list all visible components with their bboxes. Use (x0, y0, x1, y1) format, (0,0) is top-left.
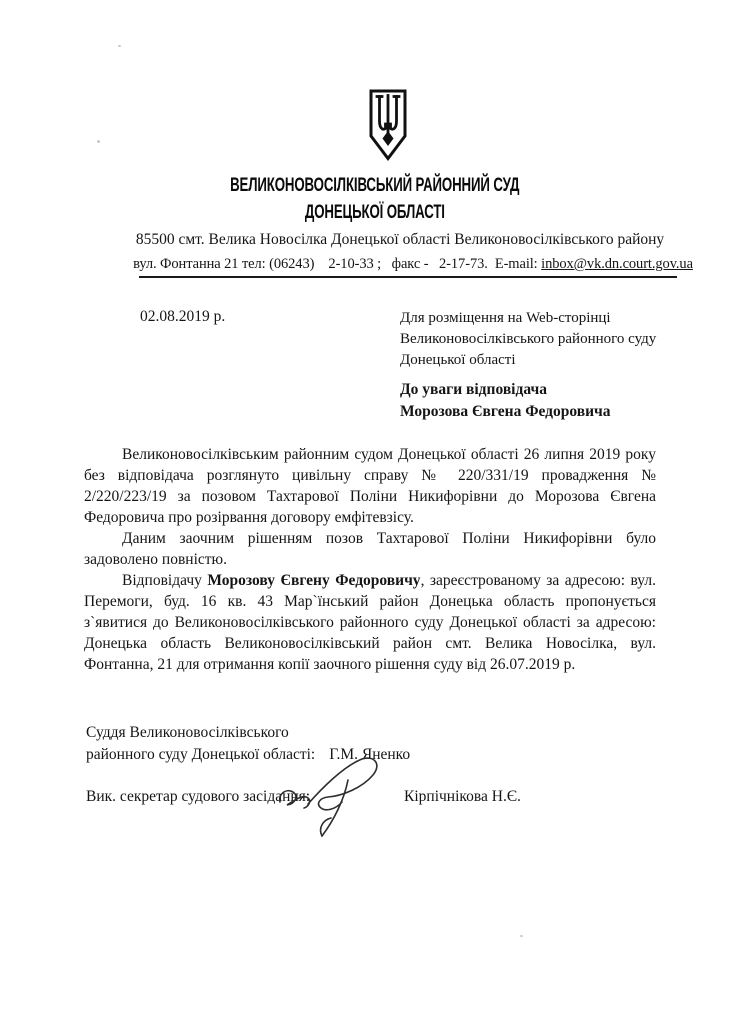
court-name-line1 (12, 174, 731, 197)
attention-line2: Морозова Євгена Федоровича (400, 403, 611, 420)
body-paragraph-1: Великоновосілківським районним судом Донецької області 26 липня 2019 року без відповідача розглянуто цивільну справу № 220/331/19 провадження № 2/220/223/19 за позовом Тахтарової Поліни Никифорівни до Морозова Євгена Федоровича про розірвання договору емфітевзісу. (84, 446, 656, 526)
judge-title-text: районного суду Донецької області: (86, 746, 316, 763)
court-name-line1-text: ВЕЛИКОНОВОСІЛКІВСЬКИЙ РАЙОННИЙ СУД (230, 174, 520, 196)
recipient-line1: Для розміщення на Web-сторінці (400, 310, 611, 326)
court-contacts-line (100, 256, 726, 273)
attention-line1: До уваги відповідача (400, 381, 547, 398)
judge-title-line1: Суддя Великоновосілківського (86, 724, 289, 741)
recipient-line3: Донецької області (400, 352, 516, 368)
recipient-line2: Великоновосілківського районного суду (400, 331, 657, 347)
secretary-name: Кірпічнікова Н.Є. (404, 788, 521, 805)
body-paragraph-3 (84, 570, 656, 675)
p3-text-end: , зареєстрованому за адресою: вул. Перемоги, буд. 16 кв. 43 Мар`їнський район Донецька область пропонується з`явитися до Великоновосілківського районного суду Донецької області за адресою: Донецька область Великоновосілківський район смт. Велика Новосілка, вул. Фонтанна, 21 для отримання копії заочного рішення суду від 26.07.2019 р. (84, 572, 656, 673)
header-divider-line (139, 276, 677, 278)
court-email: inbox@vk.dn.court.gov.ua (541, 256, 693, 272)
p3-text-start: Відповідачу (122, 572, 208, 589)
scan-speckle (97, 140, 100, 143)
document-date: 02.08.2019 р. (140, 308, 226, 325)
scan-speckle (520, 935, 523, 937)
judge-name: Г.М. Яненко (329, 746, 411, 763)
handwritten-signature-icon (268, 752, 398, 838)
notice-body (84, 444, 656, 675)
body-paragraph-2: Даним заочним рішенням позов Тахтарової Поліни Никифорівни було задоволено повністю. (84, 530, 656, 568)
p3-defendant-name: Морозову Євгену Федоровичу (207, 572, 421, 589)
court-address-line: 85500 смт. Велика Новосілка Донецької області Великоновосілківського району (135, 231, 665, 248)
recipient-block (400, 308, 680, 371)
trident-emblem-icon (368, 88, 408, 162)
scan-speckle (118, 45, 121, 47)
court-name-line2-text: ДОНЕЦЬКОЇ ОБЛАСТІ (305, 201, 445, 223)
court-name-line2 (12, 201, 731, 224)
secretary-label: Вик. секретар судового засідання: (86, 788, 311, 805)
attention-block (400, 379, 680, 423)
contacts-text: вул. Фонтанна 21 тел: (06243) 2-10-33 ; факс - 2-17-73. E-mail: (133, 256, 542, 272)
